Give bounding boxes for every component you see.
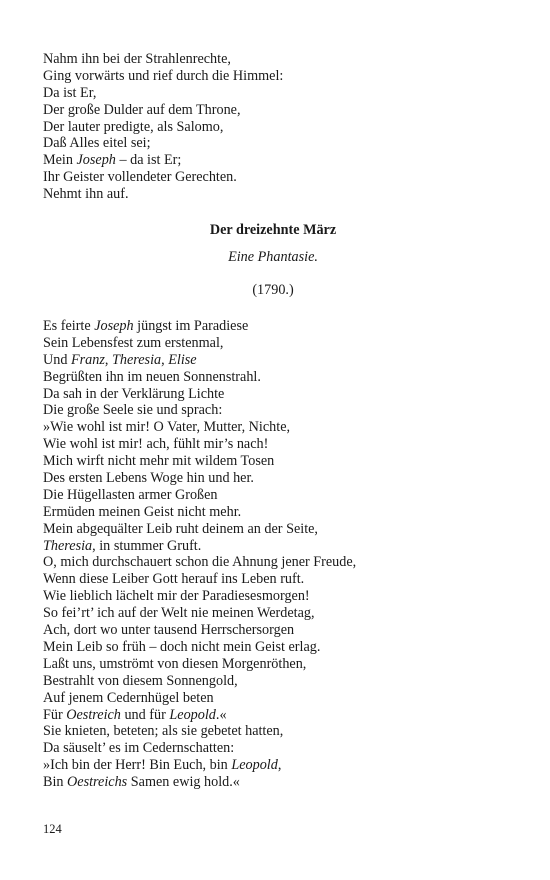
verse-text: »Wie wohl ist mir! O Vater, Mutter, Nichte, [43,419,291,436]
verse-line [43,386,513,403]
verse-line [43,152,513,169]
verse-line [43,639,513,656]
verse-text: Wie lieblich lächelt mir der Paradiesesmorgen! [43,588,310,605]
poem-title: Der dreizehnte März [209,222,337,239]
verse-line [43,707,513,724]
verse-line [43,51,513,68]
book-page [43,51,513,791]
verse-line [43,723,513,740]
verse-text: So fei’rt’ ich auf der Welt nie meinen Werdetag, [43,605,315,622]
verse-text: Der lauter predigte, als Salomo, [43,118,224,135]
verse-line [43,740,513,757]
verse-text: Auf jenem Cedernhügel beten [43,689,214,706]
verse-italic-text: Joseph [76,152,116,169]
verse-line [43,419,513,436]
verse-line [43,571,513,588]
verse-line [43,605,513,622]
poem-year: (1790.) [252,282,294,299]
verse-text: Des ersten Lebens Woge hin und her. [43,470,254,487]
verse-text: .« [215,706,227,723]
verse-line [43,453,513,470]
verse-italic-text: Franz [70,351,105,368]
verse-line [43,436,513,453]
verse-text: Ermüden meinen Geist nicht mehr. [43,503,242,520]
verse-line [43,102,513,119]
verse-line [43,690,513,707]
verse-line [43,521,513,538]
verse-italic-text: Elise [168,351,197,368]
verse-text: Ging vorwärts und rief durch die Himmel: [43,67,284,84]
verse-text: und für [120,706,170,723]
verse-line [43,402,513,419]
verse-text: Ach, dort wo unter tausend Herrschersorgen [43,622,295,639]
verse-text: Sie knieten, beteten; als sie gebetet hatten, [43,723,284,740]
verse-line [43,169,513,186]
verse-line [43,554,513,571]
verse-text: Wenn diese Leiber Gott herauf ins Leben ruft. [43,571,305,588]
verse-text: Mich wirft nicht mehr mit wildem Tosen [43,453,275,470]
verse-italic-text: Leopold [231,757,278,774]
verse-line [43,335,513,352]
verse-text: , [161,351,169,368]
verse-italic-text: Joseph [94,318,134,335]
verse-text: Für [43,706,67,723]
verse-line [43,85,513,102]
verse-text: , [104,351,112,368]
verse-text: , [277,757,282,774]
verse-line [43,369,513,386]
verse-text: Samen ewig hold.« [127,774,240,791]
verse-line [43,119,513,136]
verse-text: Da ist Er, [43,84,97,101]
verse-text: Mein [43,152,77,169]
verse-line [43,318,513,335]
verse-text: Ihr Geister vollendeter Gerechten. [43,169,237,186]
page-number: 124 [43,822,62,836]
verse-italic-text: Oestreichs [67,774,128,791]
verse-italic-text: Oestreich [66,706,121,723]
verse-text: Der große Dulder auf dem Throne, [43,101,241,118]
verse-text: Es feirte [43,318,95,335]
verse-line [43,622,513,639]
top-stanza [43,51,513,203]
verse-text: Nehmt ihn auf. [43,186,129,203]
verse-text: »Ich bin der Herr! Bin Euch, bin [43,757,232,774]
verse-text: Bestrahlt von diesem Sonnengold, [43,672,238,689]
verse-text: Da sah in der Verklärung Lichte [43,385,225,402]
verse-text: – da ist Er; [115,152,182,169]
verse-line [43,470,513,487]
verse-line [43,68,513,85]
verse-text: Da säuselt’ es im Cedernschatten: [43,740,235,757]
verse-line [43,352,513,369]
verse-line [43,487,513,504]
verse-text: Begrüßten ihn im neuen Sonnenstrahl. [43,368,261,385]
verse-line [43,186,513,203]
verse-text: , in stummer Gruft. [92,537,202,554]
verse-line [43,135,513,152]
verse-text: Und [43,351,71,368]
verse-text: jüngst im Paradiese [133,318,249,335]
verse-text: Sein Lebensfest zum erstenmal, [43,334,224,351]
verse-line [43,504,513,521]
verse-text: O, mich durchschauert schon die Ahnung jener Freude, [43,554,357,571]
verse-text: Mein abgequälter Leib ruht deinem an der Seite, [43,520,318,537]
poem-body [43,318,513,791]
verse-line [43,673,513,690]
poem-subtitle: Eine Phantasie. [228,249,318,266]
verse-text: Wie wohl ist mir! ach, fühlt mir’s nach! [43,436,269,453]
verse-text: Die Hügellasten armer Großen [43,486,218,503]
verse-line [43,538,513,555]
verse-italic-text: Theresia [111,351,162,368]
verse-line [43,656,513,673]
verse-text: Mein Leib so früh – doch nicht mein Geist erlag. [43,638,321,655]
verse-text: Daß Alles eitel sei; [43,135,151,152]
verse-text: Laßt uns, umströmt von diesen Morgenröthen, [43,655,307,672]
verse-text: Nahm ihn bei der Strahlenrechte, [43,51,231,67]
verse-text: Die große Seele sie und sprach: [43,402,223,419]
verse-italic-text: Leopold [169,706,216,723]
verse-line [43,588,513,605]
verse-text: Bin [43,774,68,791]
verse-line [43,757,513,774]
verse-line [43,774,513,791]
verse-italic-text: Theresia [43,537,93,554]
